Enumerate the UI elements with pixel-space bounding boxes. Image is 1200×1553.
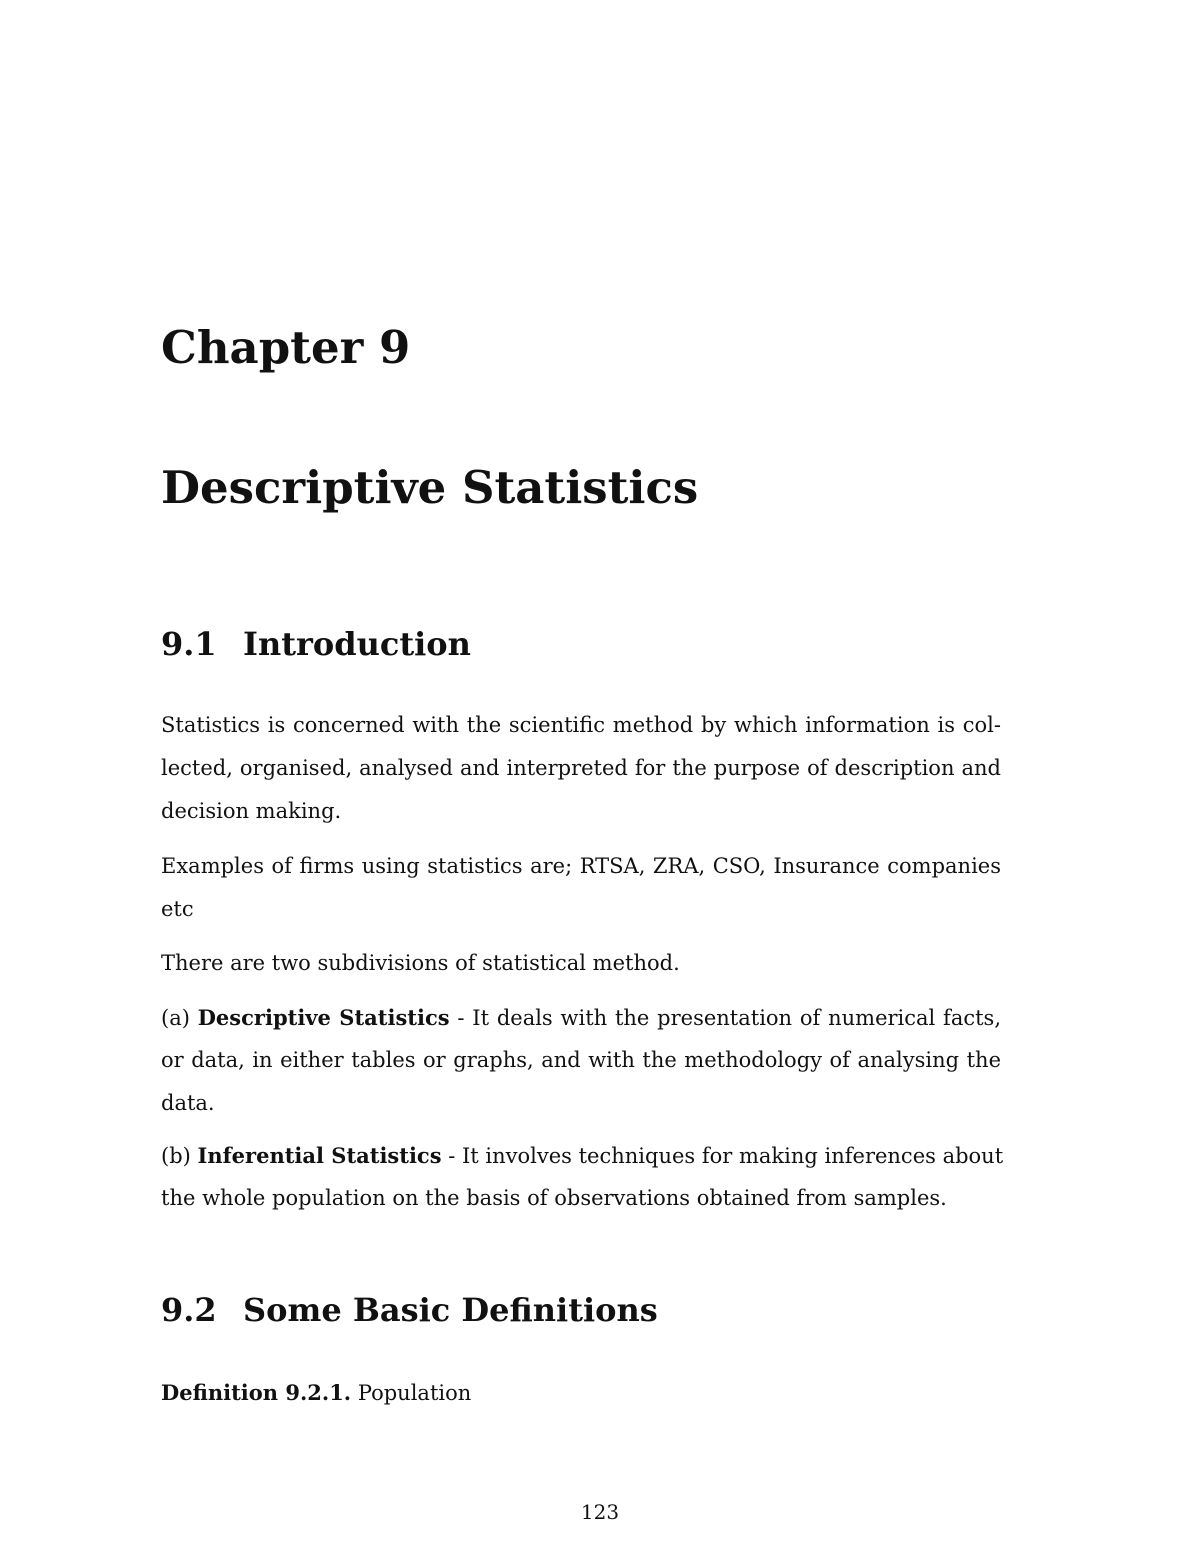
list-item-inferential <box>161 1134 1004 1220</box>
text-line: lected, organised, analysed and interpreted for the purpose of description and <box>161 756 1001 780</box>
text-line: Examples of firms using statistics are; RTSA, ZRA, CSO, Insurance companies <box>161 854 1001 878</box>
chapter-label: Chapter 9 <box>161 321 411 374</box>
item-text: - It involves techniques for making inferences about <box>441 1144 1004 1168</box>
section-title: Introduction <box>243 625 471 663</box>
paragraph-firm-examples <box>161 845 1001 931</box>
text-line: Statistics is concerned with the scientific method by which information is col- <box>161 713 1001 737</box>
term-descriptive-statistics: Descriptive Statistics <box>197 1005 450 1030</box>
list-item-descriptive <box>161 996 1001 1125</box>
text-line <box>161 1134 1004 1177</box>
paragraph-subdivisions <box>161 942 1001 985</box>
text-line: etc <box>161 897 194 921</box>
text-line: or data, in either tables or graphs, and with the methodology of analysing the <box>161 1048 1001 1072</box>
page-number: 123 <box>580 1500 620 1524</box>
definition-name: Population <box>357 1381 472 1405</box>
paragraph-statistics-definition <box>161 704 1001 833</box>
text-line: decision making. <box>161 799 342 823</box>
item-marker: (a) <box>161 1006 190 1030</box>
item-text: - It deals with the presentation of numerical facts, <box>449 1006 1002 1030</box>
section-heading-introduction <box>161 622 471 666</box>
section-heading-basic-definitions <box>161 1288 658 1332</box>
section-number: 9.1 <box>161 625 217 663</box>
chapter-title: Descriptive Statistics <box>161 461 699 514</box>
section-number: 9.2 <box>161 1291 217 1329</box>
section-title: Some Basic Definitions <box>243 1291 658 1329</box>
item-marker: (b) <box>161 1144 191 1168</box>
definition-population <box>161 1371 471 1415</box>
text-line: There are two subdivisions of statistical method. <box>161 951 680 975</box>
term-inferential-statistics: Inferential Statistics <box>197 1143 442 1168</box>
text-line: data. <box>161 1091 215 1115</box>
definition-label: Definition 9.2.1. <box>161 1380 352 1405</box>
text-line: the whole population on the basis of observations obtained from samples. <box>161 1186 947 1210</box>
text-line <box>161 996 1001 1039</box>
